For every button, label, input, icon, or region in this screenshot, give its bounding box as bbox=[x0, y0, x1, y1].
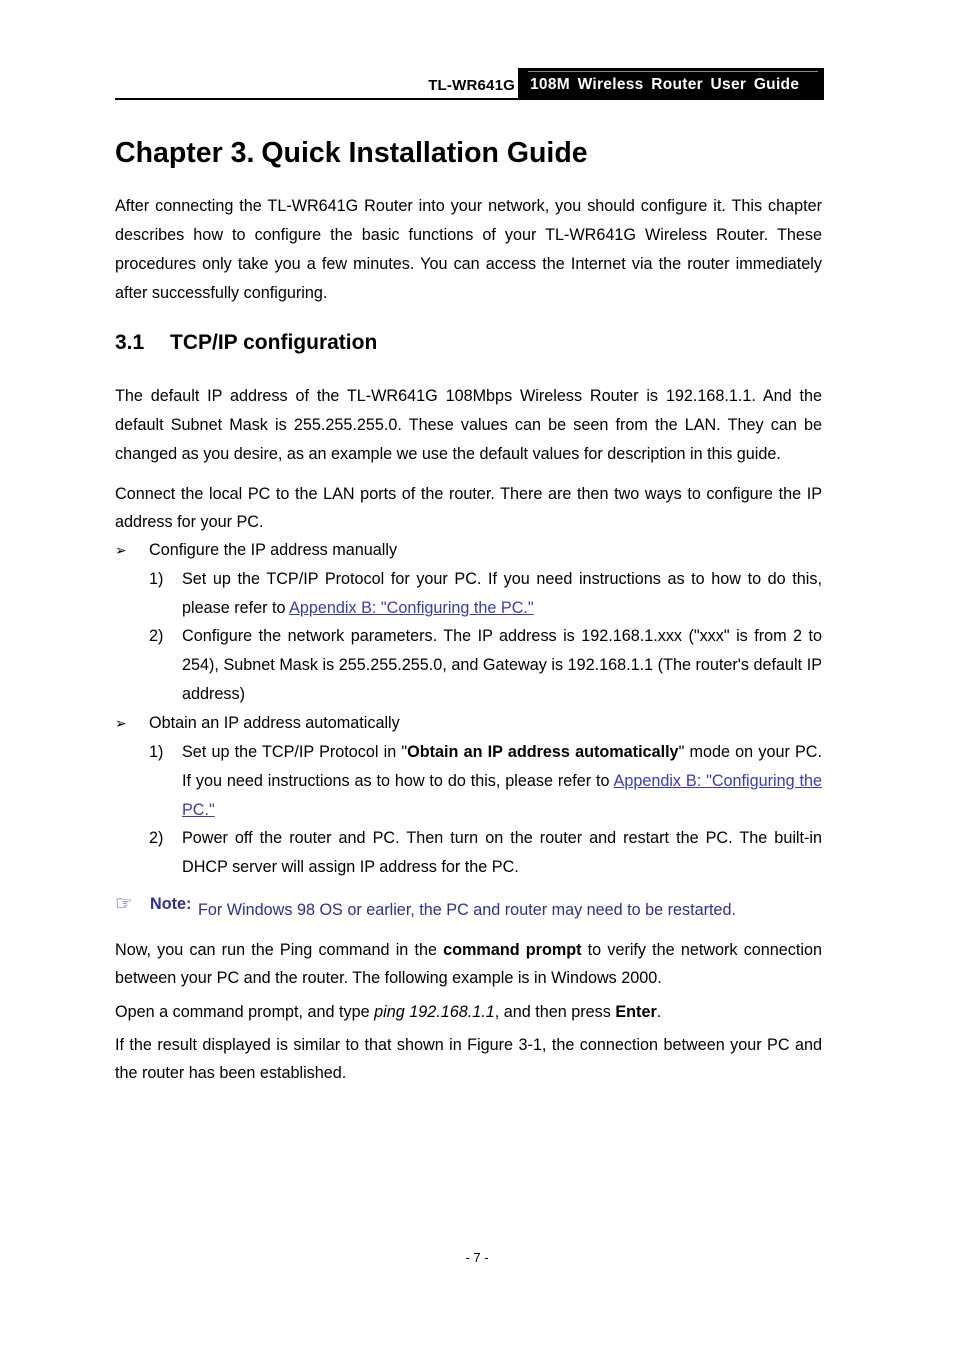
header-guide-title: 108M Wireless Router User Guide bbox=[518, 68, 824, 98]
chapter-name: Quick Installation Guide bbox=[261, 137, 588, 169]
step-text: Set up the TCP/IP Protocol in " bbox=[182, 743, 408, 761]
arrow-bullet-icon: ➢ bbox=[115, 542, 127, 558]
enter-key-bold: Enter bbox=[615, 1003, 657, 1021]
section-para-connect: Connect the local PC to the LAN ports of the router. There are then two ways to configure the IP address for your PC. bbox=[115, 485, 822, 531]
ping-para-instruction bbox=[115, 998, 822, 1027]
appendix-b-link[interactable]: Appendix B: "Configuring the PC." bbox=[182, 772, 822, 819]
step-bold-text: Obtain an IP address automatically bbox=[407, 743, 679, 761]
step-number: 2) bbox=[149, 829, 164, 847]
step-auto-1 bbox=[149, 738, 822, 825]
section-number: 3.1 bbox=[115, 331, 145, 354]
section-name: TCP/IP configuration bbox=[170, 331, 378, 354]
step-number: 1) bbox=[149, 570, 164, 588]
page-number: - 7 - bbox=[465, 1250, 489, 1265]
step-text: Configure the network parameters. The IP address is 192.168.1.xxx ("xxx" is from 2 to 254), Subnet Mask is 255.255.255.0, and Gateway is 192.168.1.1 (The router's default IP address) bbox=[182, 627, 822, 703]
method-label: Configure the IP address manually bbox=[149, 541, 398, 559]
ping-command: ping 192.168.1.1 bbox=[374, 1003, 495, 1021]
ping-para-result: If the result displayed is similar to that shown in Figure 3-1, the connection between your PC and the router has been established. bbox=[115, 1036, 822, 1082]
text: Open a command prompt, and type bbox=[115, 1003, 375, 1021]
header-model: TL-WR641G bbox=[428, 77, 515, 94]
text: to verify the network connection between your PC and the router. The following example is in Windows 2000. bbox=[115, 941, 822, 987]
ping-para-intro bbox=[115, 937, 822, 992]
step-number: 2) bbox=[149, 627, 164, 645]
step-auto-2 bbox=[149, 824, 822, 882]
text: . bbox=[656, 1003, 662, 1021]
section-para-default-ip: The default IP address of the TL-WR641G 108Mbps Wireless Router is 192.168.1.1. And the default Subnet Mask is 255.255.255.0. These values can be seen from the LAN. They can be changed as you desire, as an example we use the default values for description in this guide. bbox=[115, 387, 822, 463]
arrow-bullet-icon: ➢ bbox=[115, 715, 127, 731]
command-prompt-bold: command prompt bbox=[443, 941, 582, 959]
text: Now, you can run the Ping command in the bbox=[115, 941, 444, 959]
note-label: Note: bbox=[150, 895, 192, 913]
section-title bbox=[115, 331, 377, 355]
step-body bbox=[182, 565, 822, 623]
step-manual-2 bbox=[149, 622, 822, 709]
chapter-number: Chapter 3. bbox=[115, 137, 255, 169]
step-text: Power off the router and PC. Then turn on the router and restart the PC. The built-in DHCP server will assign IP address for the PC. bbox=[182, 829, 822, 876]
page-header bbox=[115, 68, 824, 100]
appendix-b-link[interactable]: Appendix B: "Configuring the PC." bbox=[289, 599, 534, 617]
text: , and then press bbox=[494, 1003, 616, 1021]
step-number: 1) bbox=[149, 743, 164, 761]
chapter-intro: After connecting the TL-WR641G Router into your network, you should configure it. This chapter describes how to configure the basic functions of your TL-WR641G Wireless Router. These procedures only take you a few minutes. You can access the Internet via the router immediately after successfully configuring. bbox=[115, 197, 822, 302]
chapter-title bbox=[115, 137, 588, 170]
step-text: " mode on your PC. If you need instructions as to how to do this, please refer to bbox=[182, 743, 822, 790]
step-manual-1 bbox=[149, 565, 822, 623]
step-body bbox=[182, 738, 822, 825]
note-text: For Windows 98 OS or earlier, the PC and router may need to be restarted. bbox=[198, 901, 737, 919]
pointing-hand-icon: ☞ bbox=[115, 893, 133, 915]
step-text: Set up the TCP/IP Protocol for your PC. If you need instructions as to how to do this, please refer to bbox=[182, 570, 822, 617]
method-label: Obtain an IP address automatically bbox=[149, 714, 400, 732]
